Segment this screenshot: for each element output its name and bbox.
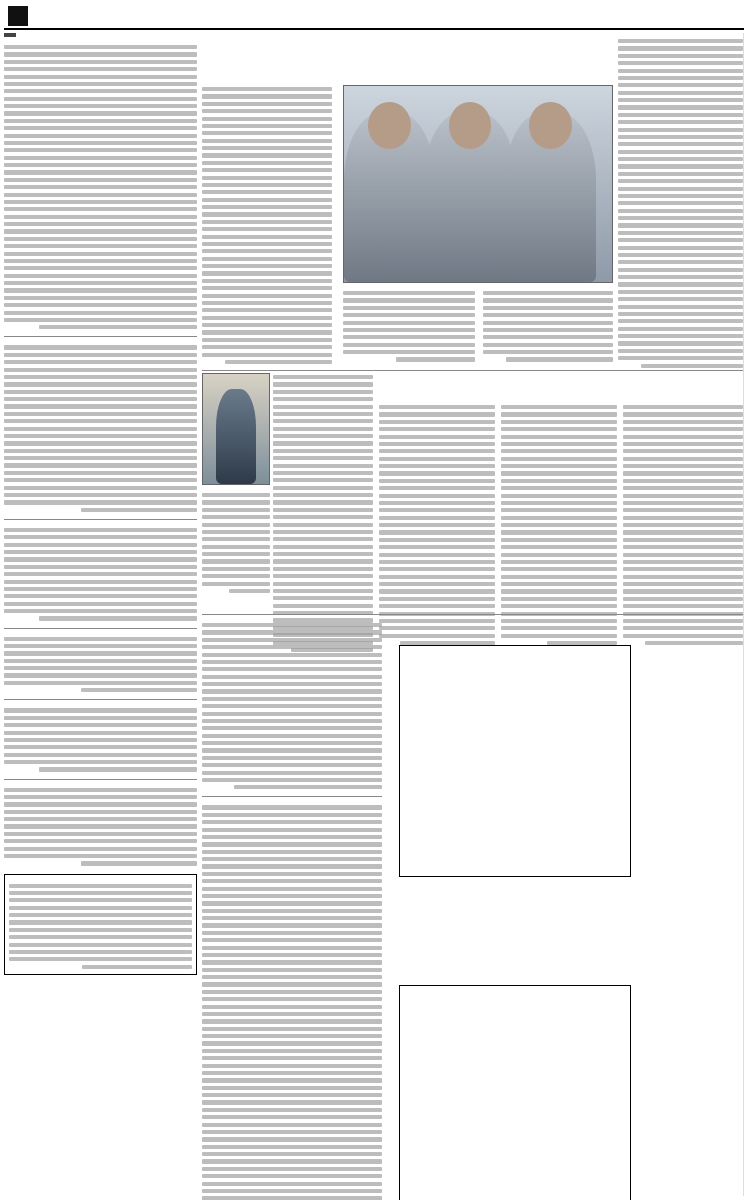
neighbors-clues	[397, 883, 631, 885]
suspects-photo	[343, 85, 613, 283]
lead-body-continued	[202, 85, 332, 366]
row-numbers	[631, 645, 639, 877]
across-clues	[639, 633, 743, 639]
brief-body	[4, 635, 197, 695]
lead-body-continued	[483, 289, 613, 364]
brief-body	[4, 786, 197, 868]
story-body	[379, 403, 495, 647]
page-number	[8, 6, 28, 26]
crime-scene-photo	[202, 373, 270, 485]
column-numbers	[399, 633, 631, 643]
brief-body	[4, 343, 197, 513]
story-body	[273, 373, 373, 654]
story-body	[623, 403, 743, 647]
story-body	[202, 621, 382, 791]
masthead	[4, 3, 744, 30]
brief-body	[4, 706, 197, 773]
lead-story	[202, 33, 743, 363]
crossword-grid	[399, 645, 631, 877]
story-body	[501, 403, 617, 647]
lead-body	[618, 37, 743, 370]
main-content	[202, 33, 744, 1196]
lead-body-continued	[343, 289, 475, 364]
brief-body	[4, 526, 197, 623]
story-body	[202, 803, 382, 1200]
previous-solution-grid	[399, 985, 631, 1200]
murder-story	[202, 369, 743, 607]
briefs-tag	[4, 33, 16, 37]
story-body	[202, 491, 270, 595]
classified-notice	[4, 874, 197, 975]
bottom-stories	[202, 615, 382, 1196]
crossword-section	[389, 615, 743, 1196]
briefs-column	[4, 33, 197, 1196]
brief-body	[4, 43, 197, 331]
